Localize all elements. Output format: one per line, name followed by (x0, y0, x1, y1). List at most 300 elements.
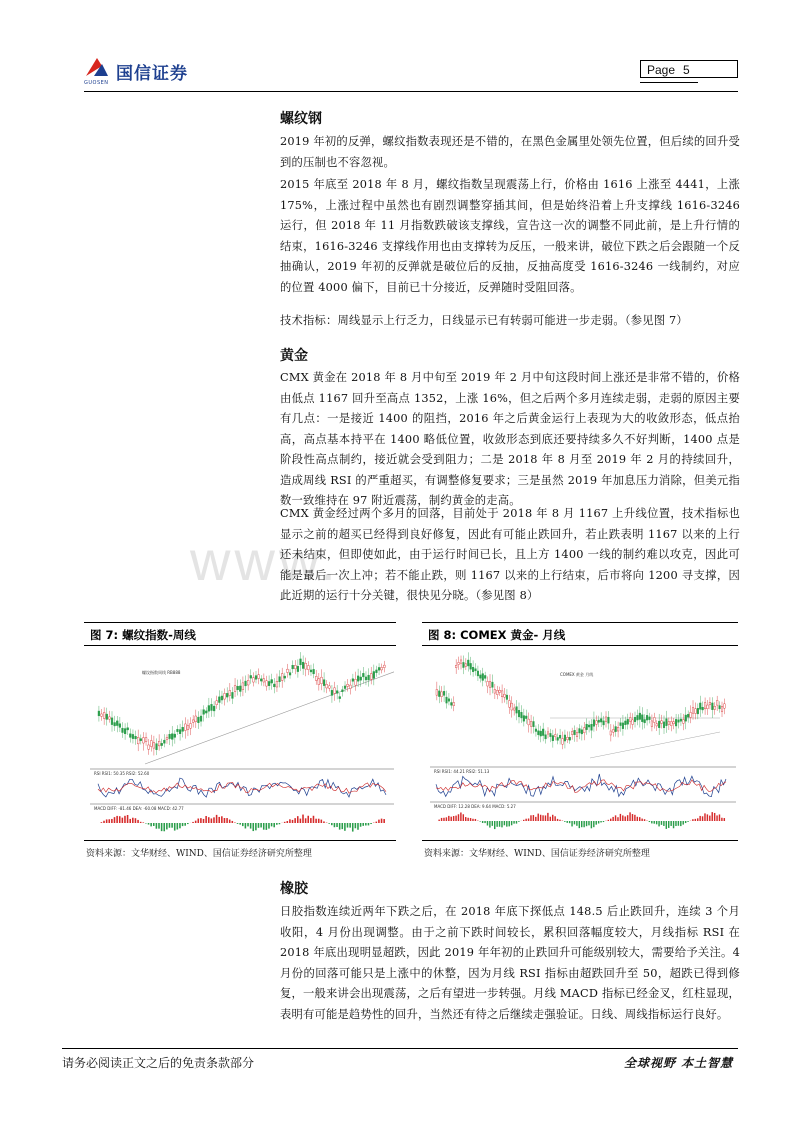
figure8-macd-bar (670, 821, 671, 826)
figure7-macd-bar (292, 820, 294, 823)
figure8-macd-bar (654, 821, 655, 824)
figure8-candle (504, 694, 506, 697)
page-underline (640, 82, 698, 83)
figure7-macd-bar (239, 823, 241, 825)
figure8-macd-bar (470, 818, 471, 821)
figure8-macd-bar (528, 818, 529, 821)
figure7-candle (234, 686, 236, 692)
figure7-macd-bar (129, 819, 131, 823)
figure8-macd-bar (625, 816, 626, 821)
figure7-macd-bar (182, 823, 184, 826)
figure7-candle (307, 666, 309, 670)
figure7-candle (279, 677, 281, 682)
page-indicator (640, 60, 738, 78)
figure7-rebar-weekly-chart (90, 648, 394, 838)
figure8-macd-bar (712, 812, 713, 821)
figure8-candle (714, 706, 716, 709)
figure7-macd-bar (328, 823, 330, 824)
guosen-logo-icon (84, 56, 110, 78)
figure7-candle (98, 711, 100, 716)
figure8-macd-bar (511, 821, 512, 825)
figure8-candle (559, 735, 561, 738)
figure7-macd-bar (187, 823, 189, 824)
figure8-macd-bar (458, 814, 459, 821)
figure8-macd-bar (629, 812, 630, 821)
figure7-candle (287, 669, 289, 672)
figure8-macd-bar (550, 817, 551, 821)
company-sub: GUOSEN (84, 80, 109, 86)
page-label: Page (647, 63, 676, 77)
figure7-macd-bar (114, 817, 116, 823)
figure8-candle (530, 722, 532, 727)
figure8-macd-bar (661, 821, 662, 825)
figure8-source: 资料来源：文华财经、WIND、国信证券经济研究所整理 (424, 849, 650, 859)
figure7-candle (148, 745, 150, 749)
figure7-candle (347, 684, 349, 686)
figure7-macd-bar (336, 823, 338, 827)
figure7-candle (370, 674, 372, 680)
figure8-candle (641, 715, 643, 722)
figure8-candle (465, 664, 467, 667)
figure8-macd-bar (719, 814, 720, 821)
figure8-macd-bar (441, 818, 442, 821)
figure7-macd-bar (153, 823, 155, 826)
figure8-candle (484, 675, 486, 678)
figure8-candle (475, 669, 477, 671)
figure8-candle (658, 721, 660, 728)
figure8-candle (598, 720, 600, 722)
figure7-macd-bar (341, 823, 343, 829)
figure8-macd-bar (504, 821, 505, 825)
figure8-candle (533, 721, 535, 726)
figure8-macd-bar (455, 816, 456, 821)
figure8-macd-bar (540, 815, 541, 821)
figure8-macd-bar (487, 821, 488, 826)
figure7-candle (276, 681, 278, 687)
figure7-candle (383, 665, 385, 667)
figure7-candle (250, 675, 252, 678)
figure8-candle (453, 702, 455, 705)
figure7-candle (158, 741, 160, 746)
figure7-candle (216, 701, 218, 705)
figure7-macd-bar (143, 822, 145, 823)
figure8-candle (492, 682, 494, 687)
figure8-candle (436, 689, 438, 695)
figure8-macd-bar (685, 821, 686, 823)
figure8-candle (712, 703, 714, 710)
figure8-macd-bar (615, 815, 616, 821)
figure8-candle (506, 695, 508, 699)
figure8-macd-bar (583, 821, 584, 827)
figure8-candle (550, 733, 552, 736)
figure8-macd-bar (576, 821, 577, 826)
figure7-candle (297, 666, 299, 671)
figure8-macd-bar (499, 821, 500, 827)
figure7-macd-bar (216, 815, 218, 823)
figure7-macd-bar (184, 823, 186, 826)
figure7-macd-bar (203, 819, 205, 823)
figure8-candle (666, 719, 668, 726)
figure7-macd-bar (294, 818, 296, 823)
figure7-macd-bar (197, 819, 199, 823)
figure7-candle (336, 691, 338, 694)
figure8-candle (610, 731, 612, 735)
figure7-macd-bar (148, 823, 150, 825)
figure8-candle (569, 737, 571, 740)
figure7-candle (305, 663, 307, 669)
figure7-macd-bar (140, 822, 142, 823)
figure8-macd-bar (663, 821, 664, 826)
figure7-candle (101, 714, 103, 716)
figure8-candle (552, 736, 554, 741)
figure7-macd-bar (213, 817, 215, 823)
page-number: 5 (683, 63, 690, 77)
figure8-candle (600, 719, 602, 722)
figure7-macd-bar (119, 816, 121, 823)
figure8-macd-bar (547, 813, 548, 821)
figure7-candle (200, 716, 202, 721)
figure7-macd-bar (355, 823, 357, 828)
figure7-macd-bar (247, 823, 249, 826)
figure7-candle (150, 741, 152, 747)
figure8-macd-bar (438, 820, 439, 821)
figure8-candle (670, 721, 672, 725)
figure8-candle (615, 727, 617, 732)
figure7-macd-bar (321, 820, 323, 823)
figure8-candle (617, 727, 619, 731)
figure7-candle (182, 727, 184, 731)
figure7-candle (143, 738, 145, 743)
figure8-macd-bar (675, 821, 676, 826)
figure8-macd-bar (591, 821, 592, 828)
figure7-candle (294, 665, 296, 669)
figure7-candle (258, 675, 260, 679)
figure8-candle (678, 720, 680, 722)
figure8-macd-bar (692, 819, 693, 821)
figure8-candle (513, 708, 515, 710)
figure8-candle (699, 703, 701, 709)
figure7-candle (122, 728, 124, 732)
figure8-candle (467, 660, 469, 666)
gold-paragraph-1: CMX 黄金在 2018 年 8 月中旬至 2019 年 2 月中旬这段时间上涨还是非常不错的，价格由低点 1167 回升至高点 1352，上涨 16%，但之后两个多月连续走弱，走弱的原因主要有几点：一是接近 1400 的阻挡，2016 年之后黄金运行上表现为大的收敛形态，低点抬高，高点基本持平在 1400 略低位置，收敛形态到底还要持续多久不好判断，1400 点是阶段性高点制约，接近就会受到阻力；二是 2018 年 8 月至 2019 年 2 月的持续回升，造成周线 RSI 的严重超买，有调整修复要求；三是虽然 2019 年加息压力消除，但美元指数一致维持在 97 附近震荡，制约黄金的走高。 (280, 371, 740, 507)
figure8-macd-bar (639, 817, 640, 821)
figure8-candle (477, 671, 479, 676)
figure8-candle (463, 662, 465, 667)
figure8-bottom-rule (422, 840, 738, 841)
figure7-macd-bar (276, 823, 278, 825)
figure7-candle (284, 676, 286, 678)
figure8-candle (622, 723, 624, 729)
figure7-macd-bar (347, 823, 349, 828)
figure7-macd-bar (310, 818, 312, 823)
figure8-title: 图 8: COMEX 黄金- 月线 (428, 628, 566, 642)
footer-disclaimer: 请务必阅读正文之后的免责条款部分 (62, 1056, 255, 1070)
figure7-candle (368, 675, 370, 680)
figure7-candle (281, 674, 283, 681)
figure8-candle (639, 713, 641, 719)
figure7-macd-bar (200, 818, 202, 823)
figure7-macd-bar (252, 823, 254, 831)
figure8-candle (719, 706, 721, 709)
figure7-candle (187, 726, 189, 730)
figure8-macd-bar (709, 816, 710, 821)
figure8-candle (629, 718, 631, 722)
figure8-candle (704, 703, 706, 709)
figure7-candle (140, 739, 142, 741)
rebar-paragraph-2: 2015 年底至 2018 年 8 月，螺纹指数呈现震荡上行，价格由 1616 上涨至 4441，上涨 175%，上涨过程中虽然也有剧烈调整穿插其间，但是始终沿着上升支撑线 1616-3246 运行，但 2018 年 11 月指数跌破该支撑线，宣告这一次的调整不同此前，是上升行情的结束，1616-3246 支撑线作用也由支撑转为反压，一般来讲，破位下跌之后会跟随一个反抽确认，2019 年初的反弹就是破位后的反抽，反抽高度受 1616-3246 一线制约，对应的位置 4000 偏下，目前已十分接近，反弹随时受阻回落。 (280, 178, 740, 294)
figure8-macd-bar (453, 816, 454, 821)
figure8-macd-bar (489, 821, 490, 828)
header-divider (84, 91, 738, 92)
figure7-candle (114, 723, 116, 726)
figure7-macd-bar (208, 817, 210, 823)
figure7-macd-bar (360, 823, 362, 827)
figure7-caption: 螺纹指数周线 RB888 (142, 670, 181, 675)
figure7-macd-bar (255, 823, 257, 830)
figure8-candle (596, 721, 598, 725)
figure7-macd-bar (352, 823, 354, 832)
figure7-macd-bar (263, 823, 265, 830)
figure7-candle (221, 696, 223, 700)
figure8-macd-bar (525, 819, 526, 821)
figure8-candle (567, 737, 569, 740)
figure8-candle (581, 730, 583, 734)
figure7-macd-bar (315, 819, 317, 823)
figure7-macd-bar (232, 821, 234, 823)
figure8-candle (646, 715, 648, 720)
figure7-macd-bar (226, 818, 228, 823)
figure7-macd-bar (362, 823, 364, 826)
figure8-candle (470, 663, 472, 669)
figure7-macd-bar (323, 821, 325, 823)
figure7-candle (242, 683, 244, 690)
figure8-candle (482, 674, 484, 681)
figure8-candle (683, 720, 685, 724)
figure7-candle (179, 730, 181, 734)
figure7-macd-bar (103, 821, 105, 823)
figure7-title-rule (84, 645, 396, 646)
figure8-candle (697, 708, 699, 714)
figure7-macd-bar (331, 823, 333, 825)
figure8-macd-bar (448, 816, 449, 821)
figure8-macd-bar (538, 814, 539, 821)
figure8-macd-bar (557, 819, 558, 821)
figure7-candle (195, 716, 197, 722)
figure8-candle (690, 712, 692, 717)
figure7-macd-bar (318, 819, 320, 823)
figure8-macd-bar (598, 821, 599, 823)
figure7-candle (334, 688, 336, 694)
figure7-macd-bar (370, 823, 372, 824)
figure8-macd-bar (588, 821, 589, 825)
figure7-macd-bar (195, 821, 197, 823)
figure7-macd-bar (297, 816, 299, 823)
watermark: www. (190, 529, 340, 592)
figure8-macd-bar (683, 821, 684, 825)
figure7-macd-bar (101, 822, 103, 823)
figure8-candle (685, 715, 687, 721)
figure7-candle (331, 690, 333, 695)
figure7-candle (273, 684, 275, 687)
figure8-macd-label: MACD DIFF: 12.28 DEA: 9.64 MACD: 5.27 (434, 804, 516, 809)
figure8-candle (644, 719, 646, 722)
section-title-gold: 黄金 (280, 348, 308, 364)
figure7-candle (381, 667, 383, 670)
figure8-macd-bar (518, 821, 519, 822)
figure8-candle (540, 731, 542, 736)
figure8-macd-bar (482, 821, 483, 823)
figure7-candle (328, 686, 330, 688)
figure8-macd-bar (465, 817, 466, 821)
figure8-macd-bar (535, 817, 536, 821)
figure8-macd-bar (668, 821, 669, 828)
figure7-candle (116, 721, 118, 726)
figure7-macd-bar (268, 823, 270, 829)
figure8-candle (709, 702, 711, 705)
figure7-candle (289, 673, 291, 675)
figure7-macd-bar (302, 815, 304, 823)
figure8-candle (627, 719, 629, 724)
figure7-candle (161, 743, 163, 745)
figure8-macd-bar (649, 821, 650, 822)
figure7-candle (103, 712, 105, 718)
figure7-candle (127, 728, 129, 730)
figure8-macd-bar (451, 817, 452, 821)
figure7-macd-bar (376, 822, 378, 823)
figure8-macd-bar (443, 818, 444, 821)
figure8-candle (489, 682, 491, 688)
figure8-candle (663, 722, 665, 728)
figure7-candle (239, 686, 241, 692)
figure7-macd-bar (158, 823, 160, 829)
figure7-candle (111, 718, 113, 725)
figure7-candle (323, 680, 325, 686)
figure8-candle (446, 697, 448, 703)
figure7-candle (163, 740, 165, 743)
figure8-candle (521, 712, 523, 718)
figure7-candle (224, 693, 226, 699)
figure8-macd-bar (492, 821, 493, 826)
figure8-macd-bar (651, 821, 652, 823)
figure8-candle (632, 720, 634, 725)
figure8-candle (554, 734, 556, 736)
figure8-macd-bar (581, 821, 582, 827)
figure7-candle (119, 724, 121, 728)
figure8-macd-bar (673, 821, 674, 828)
figure8-macd-bar (724, 818, 725, 821)
figure8-macd-bar (513, 821, 514, 824)
figure8-candle (654, 717, 656, 722)
figure8-candle (702, 707, 704, 710)
figure7-macd-bar (242, 823, 244, 826)
figure7-macd-bar (156, 823, 158, 829)
figure8-candle (579, 729, 581, 733)
figure8-macd-bar (714, 813, 715, 821)
figure7-macd-bar (229, 820, 231, 823)
figure7-candle (213, 706, 215, 711)
figure7-candle (326, 684, 328, 688)
figure8-macd-bar (494, 821, 495, 829)
figure8-macd-bar (600, 821, 601, 822)
figure8-macd-bar (506, 821, 507, 827)
figure7-macd-bar (171, 823, 173, 828)
figure7-macd-bar (111, 819, 113, 823)
figure7-candle (271, 680, 273, 684)
figure7-macd-bar (271, 823, 273, 826)
rubber-paragraph-1: 日胶指数连续近两年下跌之后，在 2018 年底下探低点 148.5 后止跌回升，连续 3 个月收阳，4 月份出现调整。由于之前下跌时间较长，累积回落幅度较大，月线指标 RSI 在 2018 年底出现明显超跌，因此 2019 年年初的止跌回升可能级别较大，需要给予关注。4 月份的回落可能只是上涨中的休整，因为月线 RSI 指标由超跌回升至 50，超跌已得到修复，一般来讲会出现震荡，之后有望进一步转强。月线 MACD 指标已经金叉，红柱显现，表明有可能是趋势性的回升，当然还有待之后继续走强验证。日线、周线指标运行良好。 (280, 905, 740, 1021)
figure7-candle (166, 738, 168, 740)
figure8-candle (673, 722, 675, 724)
figure8-macd-bar (516, 821, 517, 824)
figure7-candle (344, 686, 346, 689)
figure7-candle (211, 704, 213, 710)
figure7-macd-bar (334, 823, 336, 827)
figure7-candle (373, 671, 375, 678)
figure8-candle (494, 689, 496, 693)
figure7-macd-bar (137, 820, 139, 823)
figure8-macd-bar (446, 817, 447, 821)
figure7-macd-bar (287, 821, 289, 823)
figure8-candle (451, 703, 453, 706)
figure7-macd-bar (205, 816, 207, 823)
figure7-candle (171, 734, 173, 740)
figure7-macd-bar (224, 818, 226, 823)
figure7-macd-bar (106, 819, 108, 823)
figure7-candle (145, 738, 147, 742)
figure8-candle (661, 721, 663, 724)
figure7-macd-bar (305, 818, 307, 823)
figure8-candle (501, 691, 503, 697)
figure8-candle (480, 675, 482, 678)
figure7-candle (266, 681, 268, 686)
figure8-candle (441, 692, 443, 697)
figure7-candle (365, 677, 367, 680)
figure7-candle (362, 673, 364, 677)
figure8-macd-bar (545, 815, 546, 821)
figure8-macd-bar (484, 821, 485, 823)
footer-divider (62, 1048, 738, 1049)
figure7-macd-bar (122, 818, 124, 823)
figure8-candle (593, 720, 595, 727)
figure7-macd-bar (258, 823, 260, 828)
figure8-macd-bar (586, 821, 587, 826)
figure7-macd-bar (135, 818, 137, 823)
figure7-candle (174, 734, 176, 737)
figure8-candle (695, 709, 697, 714)
figure7-bottom-rule (84, 840, 396, 841)
figure8-macd-bar (610, 819, 611, 821)
figure8-macd-bar (666, 821, 667, 829)
figure7-candle (245, 681, 247, 686)
figure7-candle (124, 729, 126, 734)
figure7-macd-bar (381, 819, 383, 823)
figure8-candle (487, 681, 489, 686)
figure8-candle (692, 708, 694, 714)
figure7-candle (153, 743, 155, 749)
figure8-candle (583, 728, 585, 733)
figure8-macd-bar (680, 821, 681, 826)
figure8-macd-bar (460, 812, 461, 821)
figure7-candle (360, 677, 362, 680)
figure8-macd-bar (564, 821, 565, 822)
figure7-macd-bar (357, 823, 359, 830)
figure7-candle (226, 693, 228, 697)
figure8-caption: COMEX 黄金 月线 (560, 672, 594, 677)
figure8-candle (721, 706, 723, 711)
figure8-macd-bar (574, 821, 575, 824)
figure8-candle (608, 717, 610, 723)
figure8-candle (656, 724, 658, 726)
